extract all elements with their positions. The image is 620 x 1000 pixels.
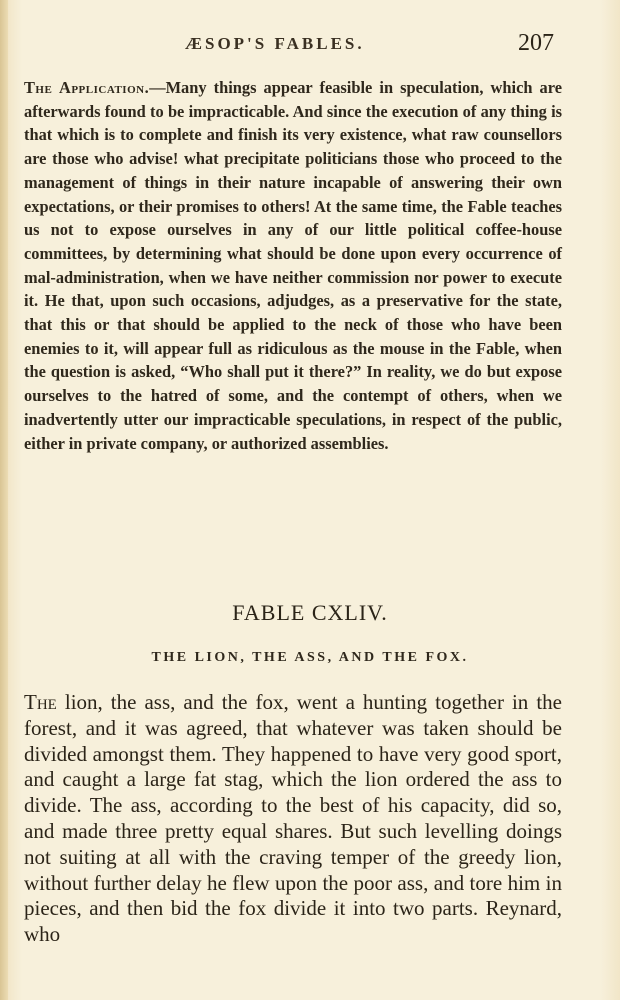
application-lead: The Application.: [24, 78, 150, 97]
fable-lead: The: [24, 690, 57, 714]
fable-paragraph: [24, 690, 562, 948]
fable-text: lion, the ass, and the fox, went a hunting together in the forest, and it was agreed, that whatever was taken should be divided amongst them. They happened to have very good sport, and caught a large fat stag, which the lion ordered the ass to divide. The ass, according to the best of his capacity, did so, and made three pretty equal shares. But such levelling doings not suiting at all with the craving temper of the greedy lion, without further delay he flew upon the poor ass, and tore him in pieces, and then bid the fox divide it into two parts. Reynard, who: [24, 690, 562, 947]
application-paragraph: [24, 76, 562, 455]
running-head: ÆSOP'S FABLES.: [185, 34, 365, 53]
page-number: 207: [518, 30, 554, 56]
application-text: —Many things appear feasible in speculation, which are afterwards found to be impracticable. And since the execution of any thing is that which is to complete and finish its very existence, what raw counsellors are those who advise! what precipitate politicians those who proceed to the management of things in their nature incapable of answering their own expectations, or their promises to others! At the same time, the Fable teaches us not to expose ourselves in any of our little political coffee-house committees, by determining what should be done upon every occurrence of mal-administration, when we have neither commission nor power to execute it. He that, upon such occasions, adjudges, as a preservative for the state, that this or that should be applied to the neck of those who have been enemies to it, will appear full as ridiculous as the mouse in the Fable, when the question is asked, “Who shall put it there?” In reality, we do but expose ourselves to the hatred of some, and the contempt of others, when we inadvertently utter our impracticable speculations, in respect of the public, either in private company, or authorized assemblies.: [24, 78, 562, 453]
page-binding-edge: [0, 0, 8, 1000]
page-header: [0, 30, 620, 60]
fable-subtitle: THE LION, THE ASS, AND THE FOX.: [151, 650, 469, 665]
fable-title: FABLE CXLIV.: [232, 600, 388, 625]
